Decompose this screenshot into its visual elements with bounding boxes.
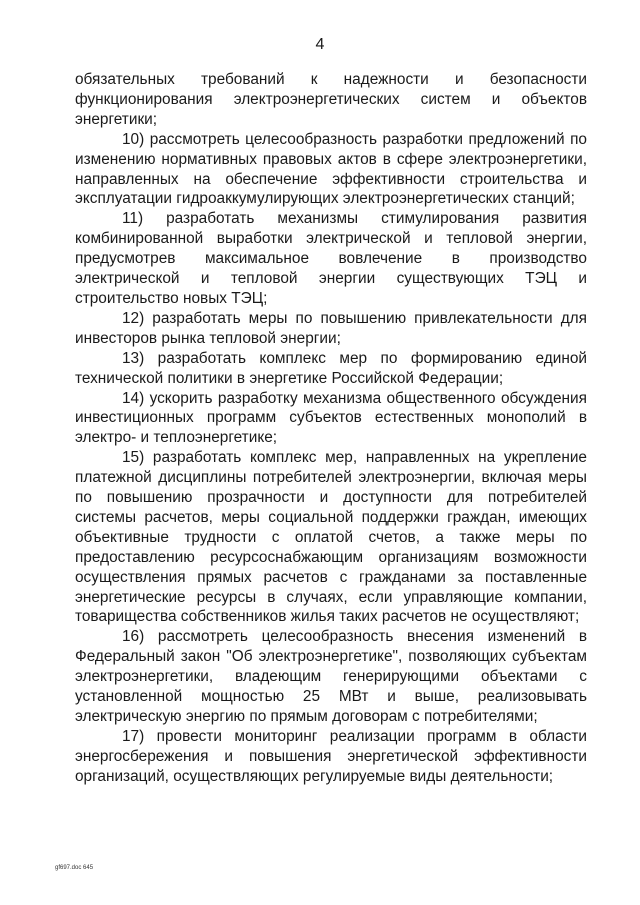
footer-file-code: gf697.doc 645	[55, 865, 94, 871]
paragraph-item-10: 10) рассмотреть целесообразность разработки предложений по изменению нормативных правовых актов в сфере электроэнергетики, направленных на обеспечение эффективности строительства и эксплуатации гидроаккумулирующих электроэнергетических станций;	[75, 130, 587, 208]
paragraph-item-11: 11) разработать механизмы стимулирования развития комбинированной выработки электрической и тепловой энергии, предусмотрев максимальное вовлечение в производство электрической и тепловой энергии существующих ТЭЦ и строительство новых ТЭЦ;	[75, 210, 587, 307]
paragraph-item-15: 15) разработать комплекс мер, направленных на укрепление платежной дисциплины потребителей электроэнергии, включая меры по повышению прозрачности и доступности для потребителей системы расчетов, меры социальной поддержки граждан, имеющих объективные трудности с оплатой счетов, а также меры по предоставлению ресурсоснабжающим организациям возможности осуществления прямых расчетов с гражданами за поставленные энергетические ресурсы в случаях, если управляющие компании, товарищества собственников жилья таких расчетов не осуществляют;	[75, 449, 587, 626]
paragraph-item-12: 12) разработать меры по повышению привлекательности для инвесторов рынка тепловой энергии;	[75, 309, 587, 347]
paragraph-item-16: 16) рассмотреть целесообразность внесения изменений в Федеральный закон "Об электроэнергетике", позволяющих субъектам электроэнергетики, владеющим генерирующими объектами с установленной мощностью 25 МВт и выше, реализовывать электрическую энергию по прямым договорам с потребителями;	[75, 628, 587, 725]
paragraph-continuation: обязательных требований к надежности и безопасности функционирования электроэнергетических систем и объектов энергетики;	[75, 71, 587, 128]
paragraph-item-17: 17) провести мониторинг реализации программ в области энергосбережения и повышения энергетической эффективности организаций, осуществляющих регулируемые виды деятельности;	[75, 727, 587, 785]
document-body	[75, 70, 587, 787]
paragraph-item-14: 14) ускорить разработку механизма общественного обсуждения инвестиционных программ субъектов естественных монополий в электро- и теплоэнергетике;	[75, 389, 587, 447]
paragraph-item-13: 13) разработать комплекс мер по формированию единой технической политики в энергетике Российской Федерации;	[75, 349, 587, 387]
page-number: 4	[315, 36, 325, 53]
